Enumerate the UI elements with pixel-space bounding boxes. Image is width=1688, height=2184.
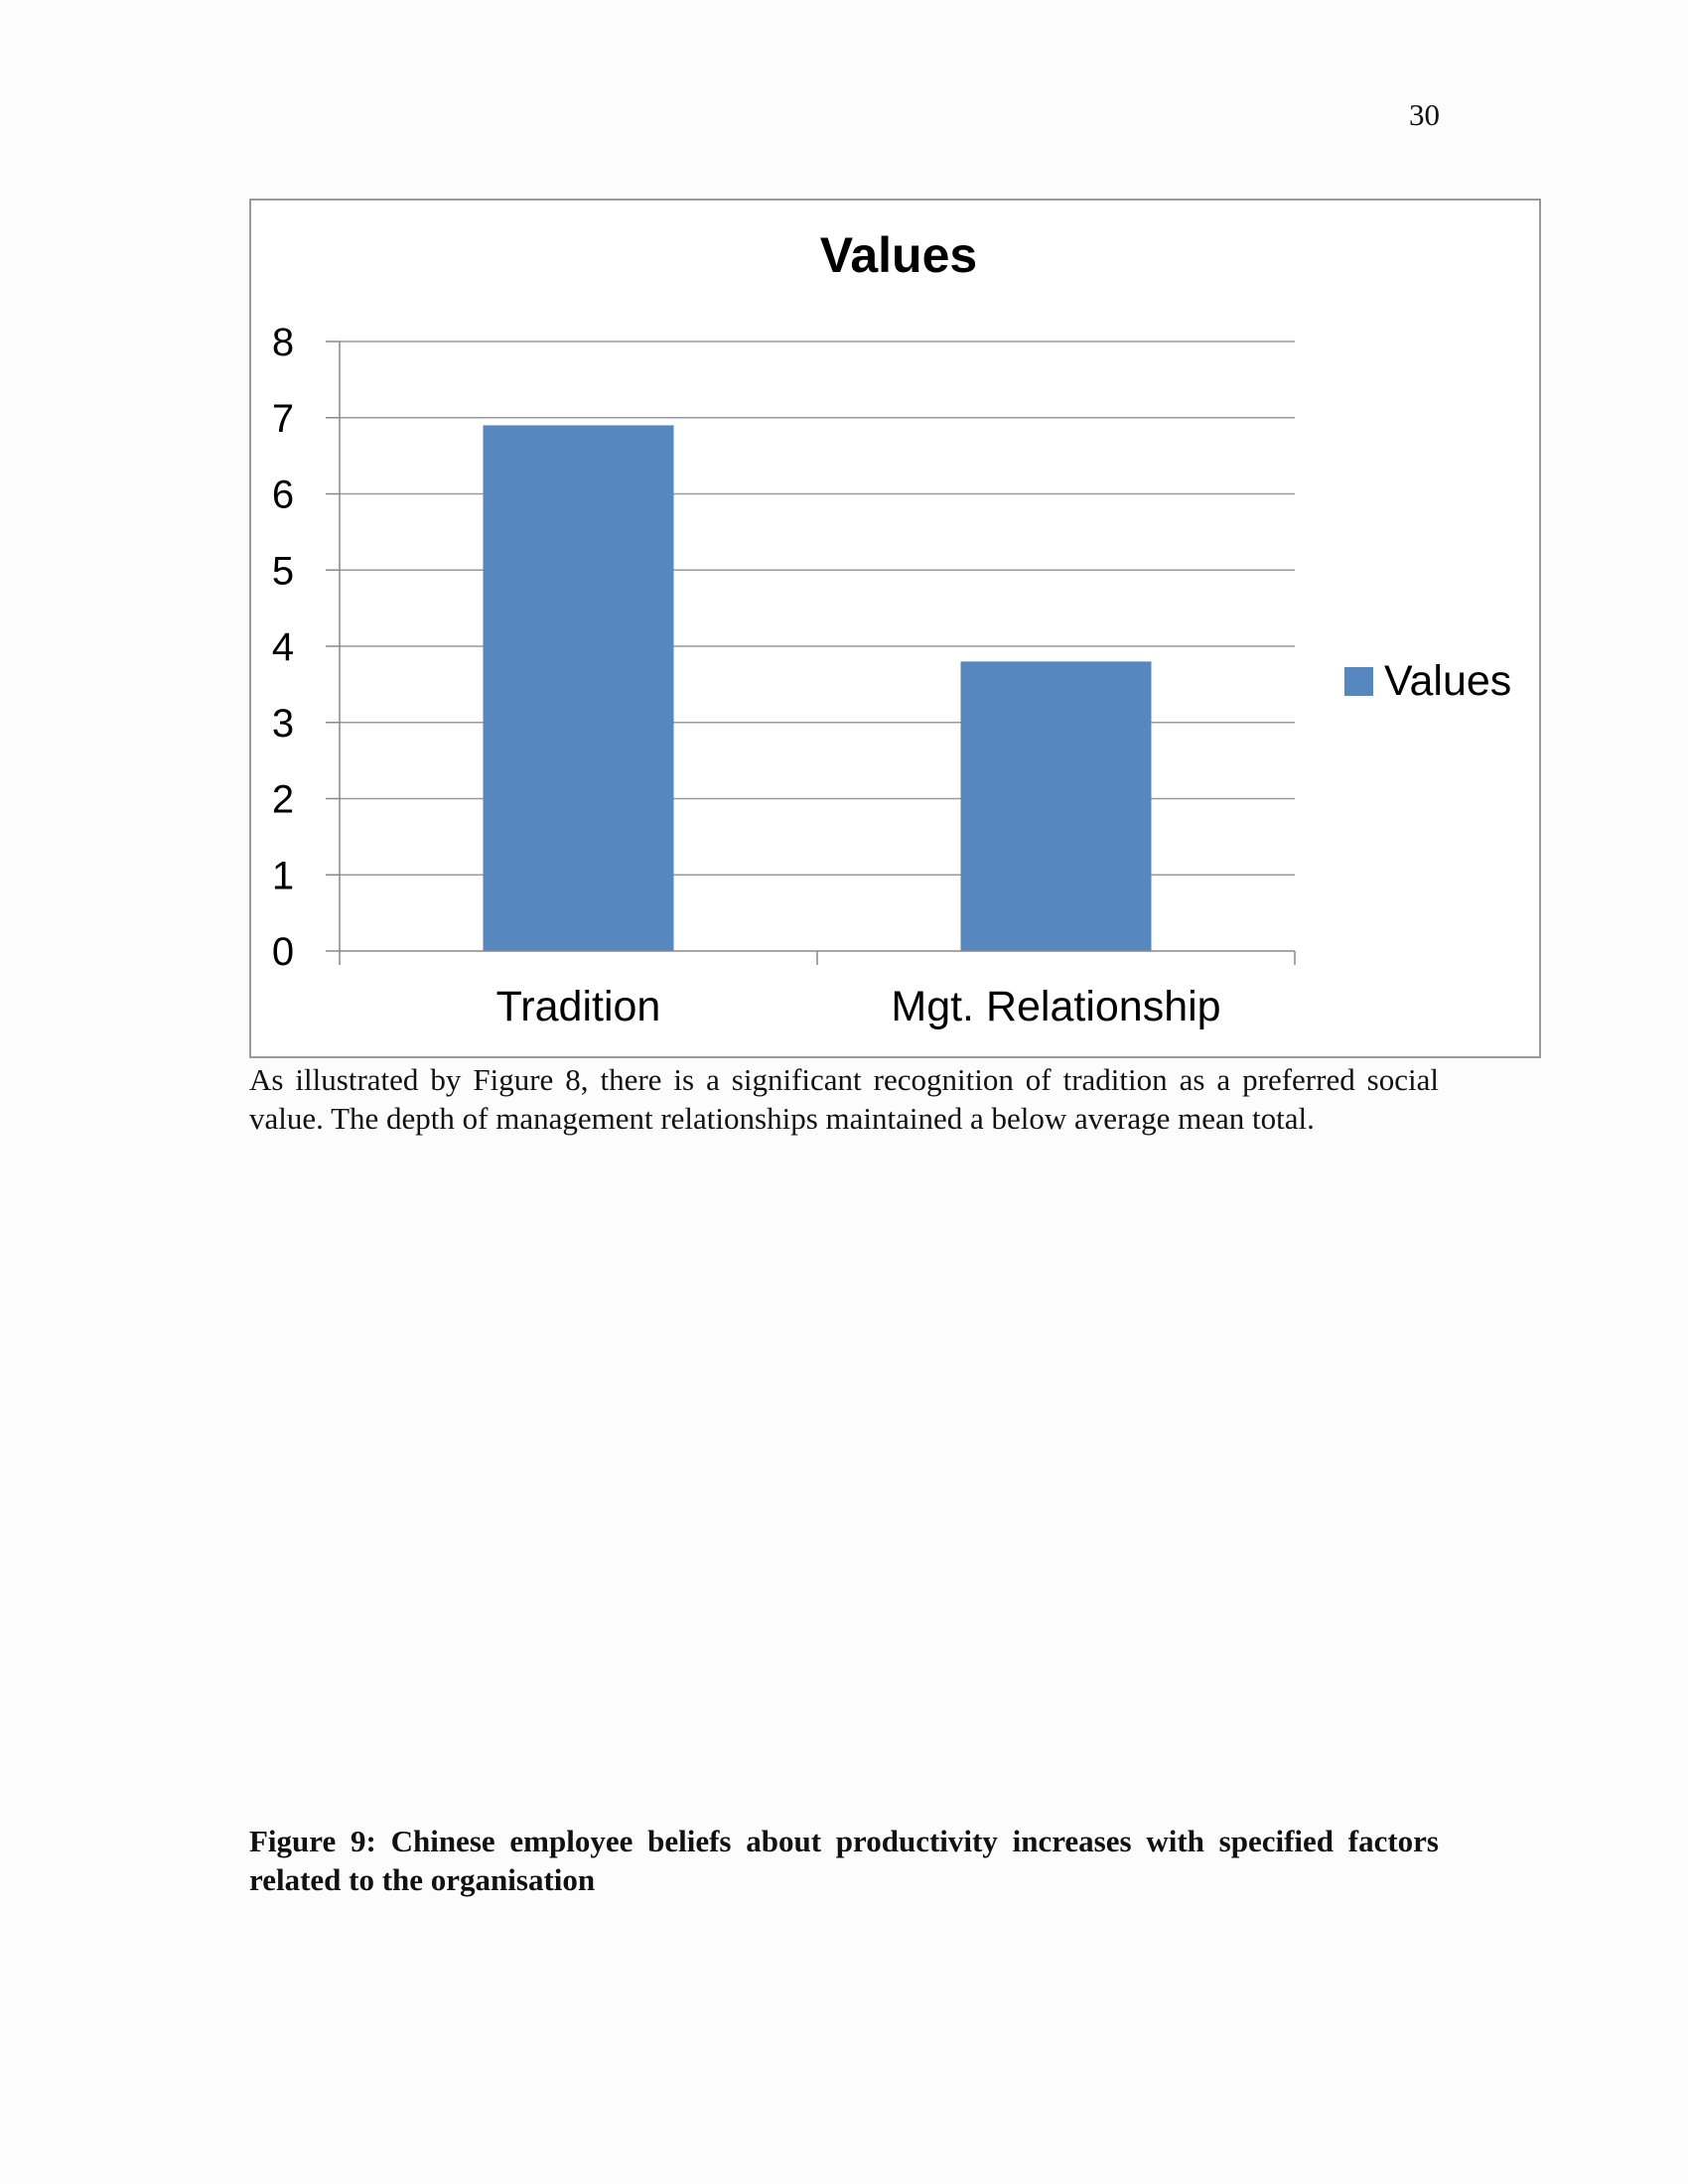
- y-tick-label: 6: [271, 473, 295, 517]
- chart-canvas: [251, 201, 1539, 1056]
- gridlines: [340, 341, 1295, 875]
- y-tick-label: 0: [271, 930, 295, 974]
- body-paragraph: As illustrated by Figure 8, there is a significant recognition of tradition as a preferred social value. The depth of management relationships maintained a below average mean total.: [249, 1062, 1439, 1136]
- legend-label: Values: [1384, 657, 1512, 705]
- y-tick-label: 8: [271, 321, 295, 364]
- y-tick-label: 3: [271, 701, 295, 746]
- y-tick-label: 7: [271, 396, 295, 441]
- legend-swatch: [1344, 667, 1373, 696]
- bars: [484, 425, 1152, 951]
- legend: [1344, 657, 1511, 705]
- y-tick-label: 2: [271, 777, 295, 822]
- y-tick-label: 1: [271, 854, 295, 898]
- page-number: 30: [1409, 97, 1440, 132]
- y-tick-label: 5: [271, 549, 295, 594]
- figure-9-caption: Figure 9: Chinese employee beliefs about productivity increases with specified factors related to the organisation: [249, 1824, 1439, 1897]
- x-tick-label: Mgt. Relationship: [891, 983, 1221, 1030]
- bar-chart: [249, 199, 1541, 1058]
- x-tick-label: Tradition: [495, 983, 661, 1030]
- chart-title: Values: [819, 227, 978, 283]
- bar: [961, 661, 1152, 951]
- bar: [484, 425, 674, 951]
- y-tick-label: 4: [271, 625, 295, 669]
